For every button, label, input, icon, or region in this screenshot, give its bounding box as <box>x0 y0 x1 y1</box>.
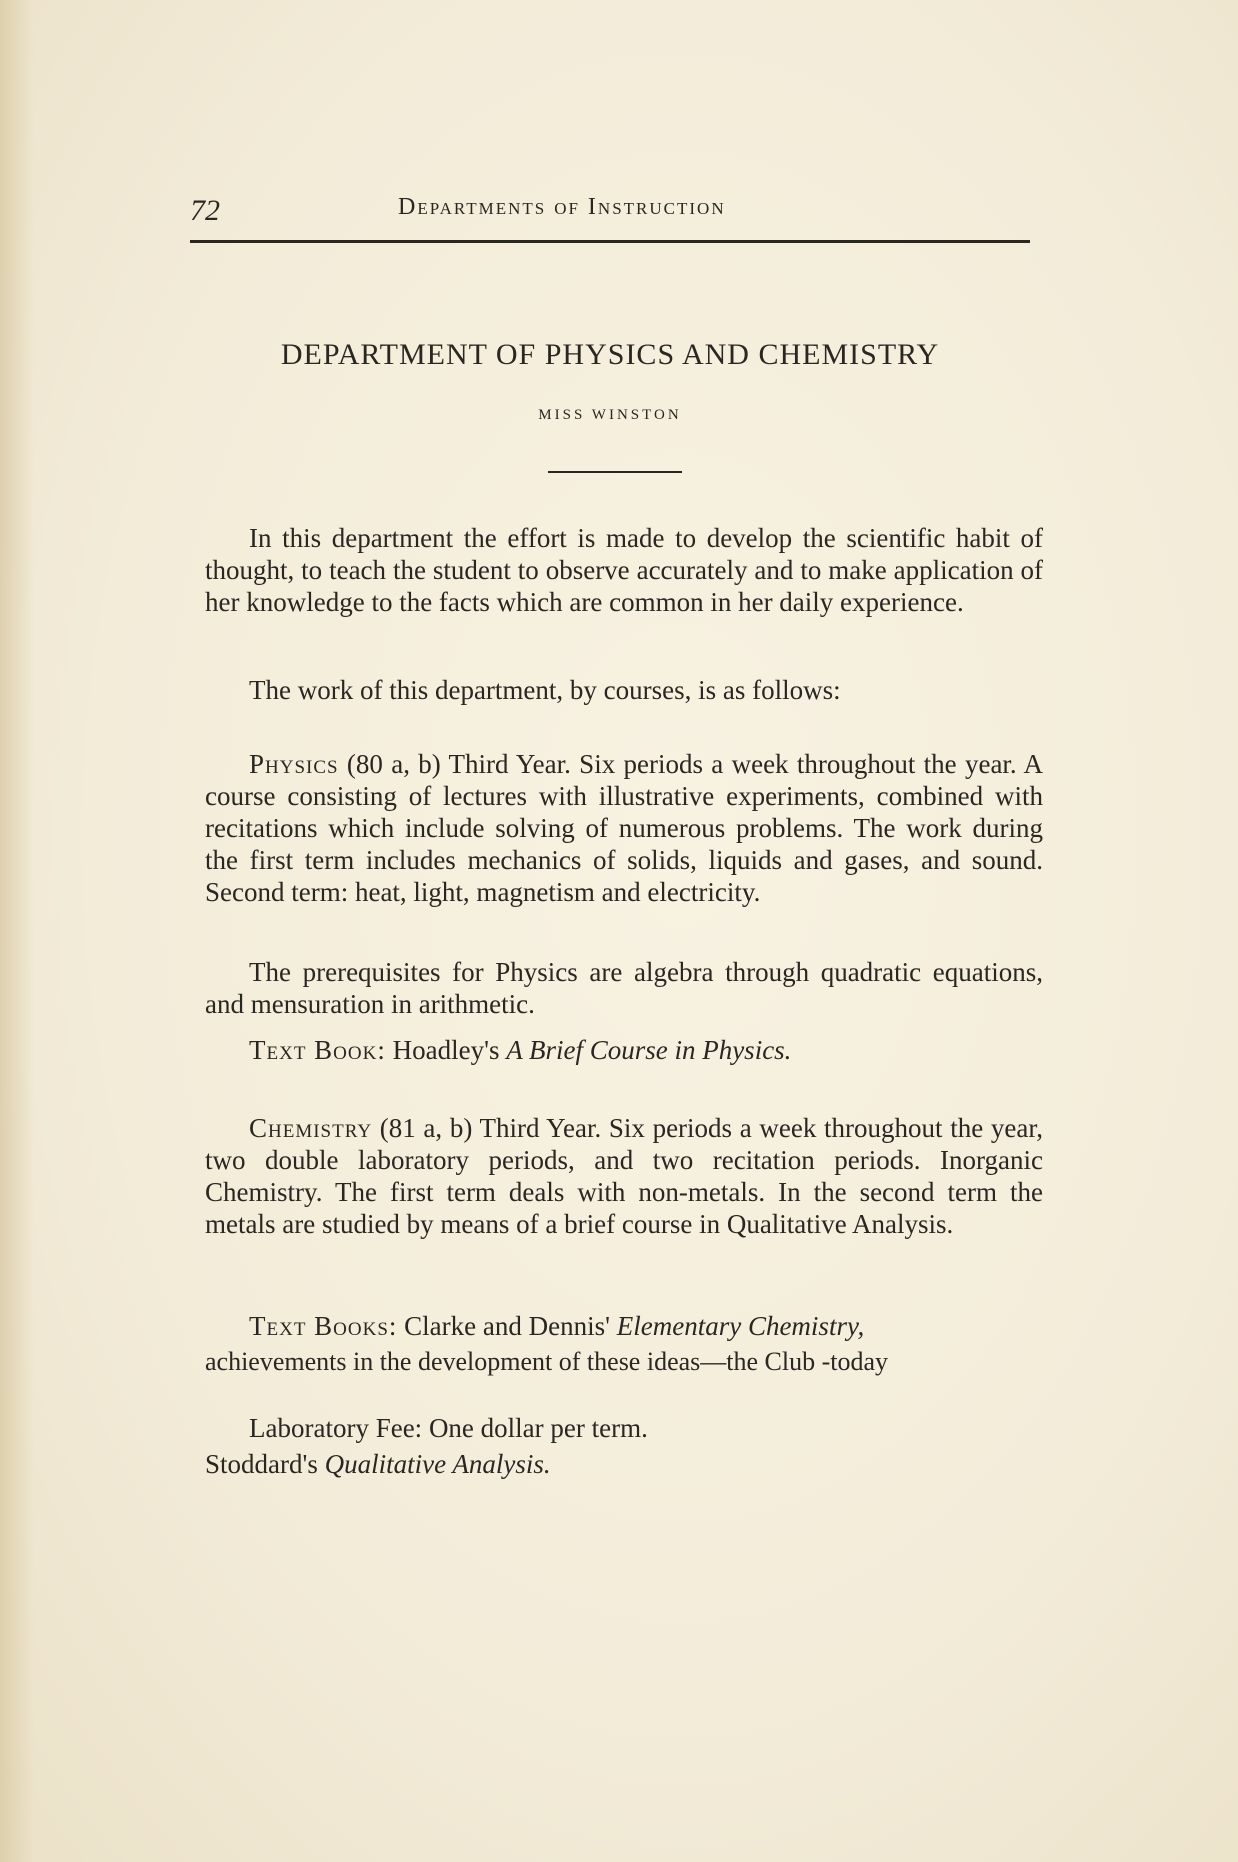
chemistry-textbooks-author: Clarke and Dennis' <box>404 1311 610 1341</box>
department-title: DEPARTMENT OF PHYSICS AND CHEMISTRY <box>280 338 940 371</box>
chemistry-textbooks-label: Text Books: <box>249 1311 398 1341</box>
physics-label: Physics <box>249 749 339 779</box>
page-header <box>190 194 1030 228</box>
physics-paragraph <box>205 748 1043 908</box>
stoddard-textbook <box>205 1448 551 1480</box>
physics-textbook-title: A Brief Course in Physics. <box>506 1035 792 1065</box>
laboratory-fee <box>249 1412 648 1444</box>
chemistry-label: Chemistry <box>249 1113 373 1143</box>
physics-text: (80 a, b) Third Year. Six periods a week throughout the year. A course consisting of lectures with illustrative experiments, combined with recitations which include solving of numerous problems. The work during the first term includes mechanics of solids, liquids and gases, and sound. Second term: heat, light, magnetism and electricity. <box>205 749 1043 907</box>
page-number: 72 <box>190 194 220 227</box>
chemistry-textbooks-title: Elementary Chemistry, <box>616 1311 865 1341</box>
section-divider <box>548 471 682 473</box>
running-head: Departments of Instruction <box>398 194 726 220</box>
work-line: The work of this department, by courses, is as follows: <box>249 675 841 705</box>
header-rule <box>190 240 1030 243</box>
physics-textbook-author: Hoadley's <box>392 1035 500 1065</box>
department-instructor: MISS WINSTON <box>538 407 682 423</box>
physics-textbook-label: Text Book: <box>249 1035 386 1065</box>
physics-prereq: The prerequisites for Physics are algebra through quadratic equations, and mensuration in arithmetic. <box>205 957 1043 1019</box>
laboratory-fee-text: One dollar per term. <box>428 1413 648 1443</box>
page-edge-shadow <box>0 0 34 1862</box>
stoddard-author: Stoddard's <box>205 1449 318 1479</box>
chemistry-paragraph <box>205 1112 1043 1240</box>
laboratory-fee-label: Laboratory Fee: <box>249 1413 423 1443</box>
intro-paragraph: In this department the effort is made to develop the scientific habit of thought, to teach the student to observe accurately and to make application of her knowledge to the facts which are common in her daily experience. <box>205 523 1043 617</box>
physics-textbook <box>205 1034 1043 1066</box>
stoddard-title: Qualitative Analysis. <box>324 1449 551 1479</box>
overlay-text-line: achievements in the development of these ideas—the Club -today <box>205 1347 889 1376</box>
chemistry-textbooks <box>205 1310 1043 1342</box>
chemistry-text: (81 a, b) Third Year. Six periods a week throughout the year, two double laboratory periods, and two recitation periods. Inorganic Chemistry. The first term deals with non-metals. In the second term the metals are studied by means of a brief course in Qualitative Analysis. <box>205 1113 1043 1239</box>
